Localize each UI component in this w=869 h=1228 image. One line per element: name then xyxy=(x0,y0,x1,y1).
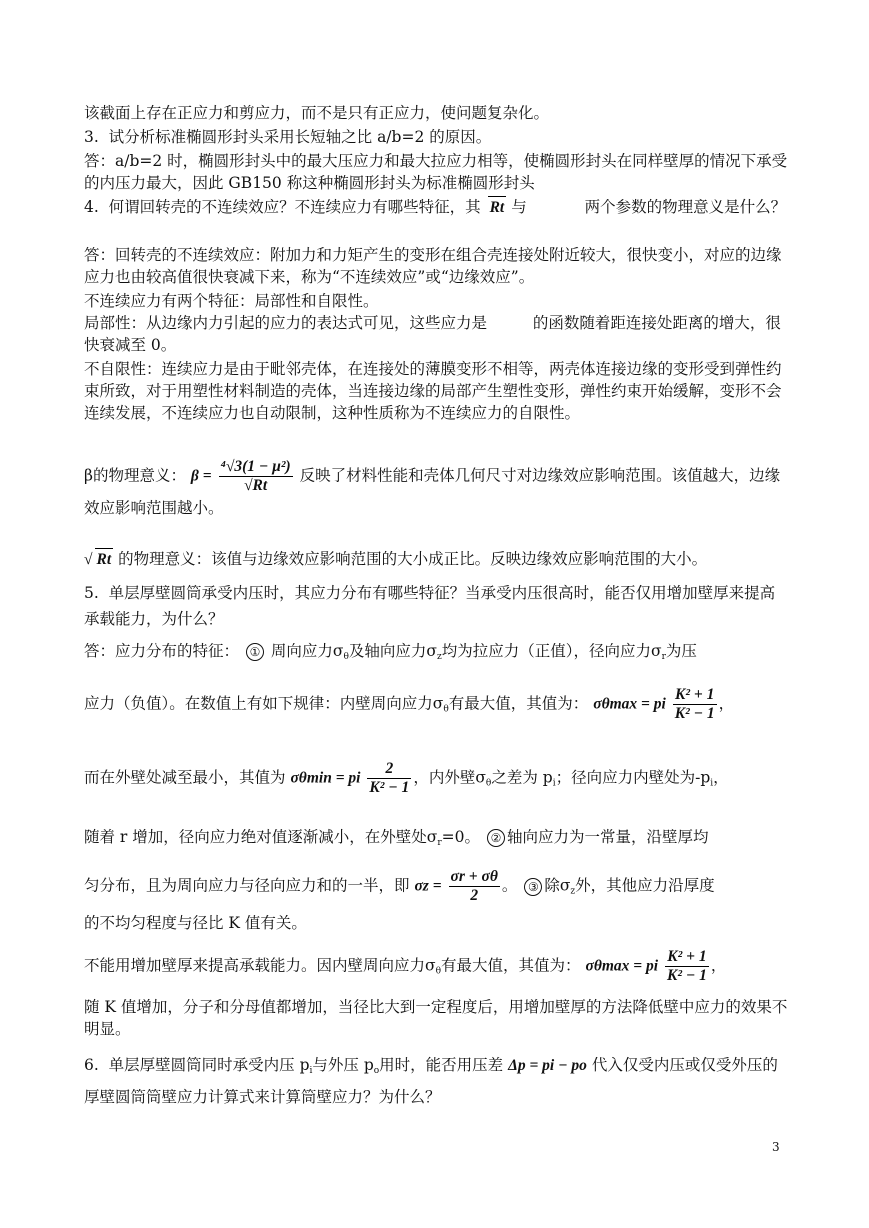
subscript: z xyxy=(437,652,442,662)
answer-4-self-limiting: 不自限性：连续应力是由于毗邻壳体，在连接处的薄膜变形不相等，两壳体连接边缘的变形受到弹性约束所致，对于用塑性材料制造的壳体，当连接边缘的局部产生塑性变形，弹性约束开始缓解，变形不会连续发展，不连续应力也自动限制，这种性质称为不连续应力的自限性。 xyxy=(84,360,782,422)
a5-text: 轴向应力为一常量，沿壁厚均 xyxy=(506,828,709,846)
subscript: o xyxy=(373,1066,380,1076)
a5-text: 及轴向应力σ xyxy=(348,642,437,660)
circled-number-2: ② xyxy=(487,829,505,847)
text-line: 该截面上存在正应力和剪应力，而不是只有正应力，使问题复杂化。 xyxy=(84,104,550,122)
sigma-max-fraction xyxy=(673,686,717,723)
question-3: 3. 试分析标准椭圆形封头采用长短轴之比 a/b=2 的原因。 xyxy=(84,128,492,146)
a5-text: 答：应力分布的特征： xyxy=(84,642,240,660)
locality-text-a: 局部性：从边缘内力引起的应力的表达式可见，这些应力是 xyxy=(84,314,488,332)
beta-lhs: β = xyxy=(190,467,212,485)
subscript: r xyxy=(437,838,442,848)
sigma-max-denominator: K² − 1 xyxy=(674,705,715,722)
circled-number-3: ③ xyxy=(524,878,542,896)
a5-text: 应力（负值）。在数值上有如下规律：内壁周向应力σ xyxy=(84,694,444,713)
a5-text: 有最大值，其值为： xyxy=(441,956,581,975)
question-4 xyxy=(84,196,790,219)
answer-4-features: 不连续应力有两个特征：局部性和自限性。 xyxy=(84,292,379,310)
subscript: r xyxy=(661,652,666,662)
beta-denominator: √Rt xyxy=(243,477,268,494)
answer-5-conclusion: 随 K 值增加，分子和分母值都增加，当径比大到一定程度后，用增加壁厚的方法降低壁中应力的效果不明显。 xyxy=(84,998,788,1038)
sigma-max-fraction-2 xyxy=(665,948,709,985)
delta-p-formula: Δp = pi − po xyxy=(508,1057,587,1074)
subscript: θ xyxy=(485,778,492,789)
answer-5-line1 xyxy=(84,640,790,668)
q4-text-a: 4. 何谓回转壳的不连续效应？不连续应力有哪些特征，其 xyxy=(84,198,481,216)
sigma-max-denominator-2: K² − 1 xyxy=(667,967,707,984)
sigma-min-lhs: σθmin = pi xyxy=(290,769,361,787)
subscript: θ xyxy=(343,652,349,662)
sigma-z-denominator: 2 xyxy=(470,887,479,904)
beta-numerator: ⁴√3(1 − μ²) xyxy=(220,458,291,475)
sigma-max-lhs: σθmax = pi xyxy=(593,695,666,713)
a5-text: 。 xyxy=(501,876,518,895)
sigma-max-numerator-2: K² + 1 xyxy=(665,948,709,967)
subscript: i xyxy=(552,778,556,789)
subscript: i xyxy=(309,1066,313,1076)
sigma-max-numerator: K² + 1 xyxy=(673,686,717,705)
answer-5-line5 xyxy=(84,868,790,905)
sigma-min-denominator: K² − 1 xyxy=(369,779,410,796)
subscript: θ xyxy=(435,966,442,977)
a5-text: 不能用增加壁厚来提高承载能力。因内壁周向应力σ xyxy=(84,956,436,975)
a5-text: 有最大值，其值为： xyxy=(448,694,589,713)
answer-4-locality xyxy=(84,312,790,356)
locality-text-b: 的函数随着距连接处距离的增大，很快衰减至 0。 xyxy=(84,314,781,354)
answer-5-line4 xyxy=(84,826,790,854)
answer-5-line6: 的不均匀程度与径比 K 值有关。 xyxy=(84,914,307,932)
sigma-z-numerator: σr + σθ xyxy=(450,868,498,885)
rt-meaning: √ Rt 的物理意义：该值与边缘效应影响范围的大小成正比。反映边缘效应影响范围的大小。 xyxy=(84,548,790,571)
q6-text: 与外压 p xyxy=(312,1056,374,1074)
question-6 xyxy=(84,1052,790,1110)
a5-text: 之差为 p xyxy=(491,768,553,787)
answer-3: 答：a/b=2 时，椭圆形封头中的最大压应力和最大拉应力相等，使椭圆形封头在同样壁厚的情况下承受的内压力最大，因此 GB150 称这种椭圆形封头为标准椭圆形封头 xyxy=(84,152,788,192)
answer-4-intro: 答：回转壳的不连续效应：附加力和力矩产生的变形在组合壳连接处附近较大，很快变小，对应的边缘应力也由较高值很快衰减下来，称为“不连续效应”或“边缘效应”。 xyxy=(84,246,782,286)
a5-text: ，内外壁σ xyxy=(413,768,486,787)
sigma-min-fraction xyxy=(367,760,411,797)
q6-text: 代入仅受内压或仅受外压的厚壁圆筒筒壁应力计算式来计算筒壁应力？为什么？ xyxy=(84,1056,778,1106)
subscript: θ xyxy=(443,704,449,715)
rt-text: 的物理意义：该值与边缘效应影响范围的大小成正比。反映边缘效应影响范围的大小。 xyxy=(118,550,708,568)
a5-text: 均为拉应力（正值），径向应力σ xyxy=(441,642,662,660)
question-5: 5. 单层厚壁圆筒承受内压时，其应力分布有哪些特征？当承受内压很高时，能否仅用增加壁厚来提高承载能力，为什么？ xyxy=(84,584,776,628)
sigma-z-lhs: σz = xyxy=(414,877,442,895)
a5-text: =0。 xyxy=(441,828,481,846)
subscript: i xyxy=(710,778,714,789)
sigma-min-numerator: 2 xyxy=(367,760,411,779)
q6-text: 用时，能否用压差 xyxy=(379,1056,504,1074)
a5-text: 外，其他应力沿厚度 xyxy=(575,876,715,895)
a5-text: 随着 r 增加，径向应力绝对值逐渐减小，在外壁处σ xyxy=(84,828,438,846)
q6-text: 6. 单层厚壁圆筒同时承受内压 p xyxy=(84,1056,310,1074)
sigma-max-lhs-2: σθmax = pi xyxy=(585,957,659,975)
q4-text-c: 两个参数的物理意义是什么？ xyxy=(584,198,787,216)
a5-text: 除σ xyxy=(544,876,571,895)
beta-text: 反映了材料性能和壳体几何尺寸对边缘效应影响范围。该值越大，边缘效应影响范围越小。 xyxy=(84,466,781,517)
q4-text-b: 与 xyxy=(511,198,527,216)
answer-5-line7: 不能用增加壁厚来提高承载能力。因内壁周向应力$\sigma_\theta$有最大值，其值为： σθmax = pi $\frac{\text{K² + 1}}{\text{K² − 1}}$ ， xyxy=(84,948,727,984)
sigma-z-fraction xyxy=(449,868,500,905)
circled-number-1: ① xyxy=(246,643,264,661)
a5-text: 匀分布，且为周向应力与径向应力和的一半，即 xyxy=(84,876,410,895)
sqrt-rt-formula: Rt xyxy=(488,196,507,219)
beta-label: β的物理意义： xyxy=(84,466,186,485)
answer-5-line3 xyxy=(84,760,790,797)
subscript: z xyxy=(570,886,576,897)
page-number: 3 xyxy=(772,1140,780,1154)
beta-meaning xyxy=(84,458,790,521)
a5-text: 为压 xyxy=(665,642,697,660)
answer-5-line2: 应力（负值）。在数值上有如下规律：内壁周向应力$\sigma_\theta$有最大值，其值为： σθmax = pi $\frac{\text{K² + 1}}{\text{K² − 1}}$ ， xyxy=(84,686,735,722)
a5-text: ， xyxy=(713,768,729,787)
a5-text: 而在外壁处减至最小，其值为 xyxy=(84,768,286,787)
a5-text: ；径向应力内壁处为-p xyxy=(555,768,711,787)
beta-fraction xyxy=(219,458,293,495)
sqrt-rt-label: Rt xyxy=(95,548,114,571)
a5-text: 周向应力σ xyxy=(270,642,344,660)
